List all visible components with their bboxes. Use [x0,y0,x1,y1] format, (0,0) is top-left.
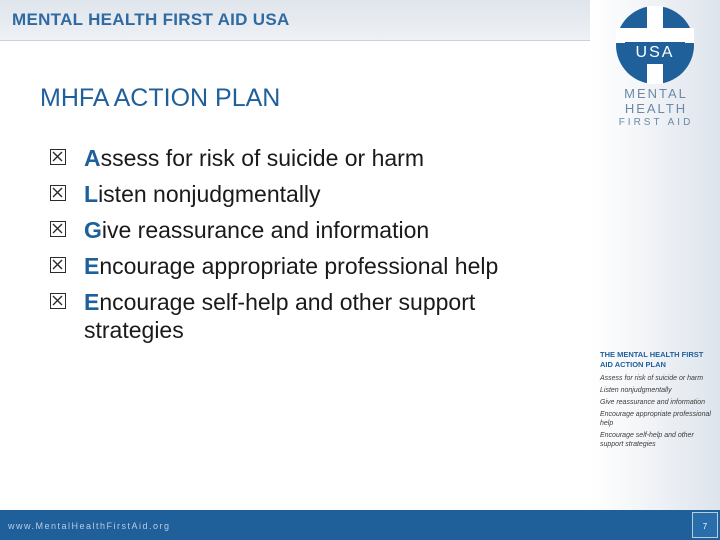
checkbox-x-icon [50,293,66,309]
step-initial: E [84,289,100,315]
org-title: MENTAL HEALTH FIRST AID USA [12,10,290,29]
step-text: isten nonjudgmentally [98,181,321,207]
action-plan-list [50,144,570,352]
mhfa-logo [616,6,696,136]
checkbox-x-icon [50,221,66,237]
side-plan-item: Assess for risk of suicide or harm [600,375,704,382]
checkbox-x-icon [50,149,66,165]
step-text: ncourage self-help and other support strategies [84,289,476,343]
side-plan-heading: THE MENTAL HEALTH FIRST AID ACTION PLAN [600,350,704,369]
logo-line-mental: MENTAL [624,86,688,101]
side-plan-item: Give reassurance and information [600,399,706,406]
step-initial: E [84,253,100,279]
side-plan-item: Encourage self-help and other support strategies [600,432,694,448]
slide-title: MHFA ACTION PLAN [40,84,281,112]
list-item [50,252,570,280]
step-text: ssess for risk of suicide or harm [100,145,424,171]
side-plan-list [600,374,715,449]
step-text: ive reassurance and information [101,217,430,243]
list-item [50,288,570,344]
side-plan-item: Encourage appropriate professional help [600,411,711,427]
logo-cross-horizontal [616,28,694,43]
step-text: ncourage appropriate professional help [99,253,499,279]
step-initial: L [84,181,99,207]
checkbox-x-icon [50,257,66,273]
list-item [50,216,570,244]
step-initial: G [84,217,102,243]
side-action-plan [600,350,715,452]
logo-line-health: HEALTH [624,101,688,116]
checkbox-x-icon [50,185,66,201]
step-initial: A [84,145,101,171]
logo-usa-text: USA [635,44,675,61]
side-plan-item: Listen nonjudgmentally [600,387,672,394]
list-item [50,180,570,208]
logo-line-first-aid: FIRST AID [618,117,694,128]
page-number: 7 [702,522,708,531]
footer-url[interactable]: www.MentalHealthFirstAid.org [8,521,171,531]
list-item [50,144,570,172]
